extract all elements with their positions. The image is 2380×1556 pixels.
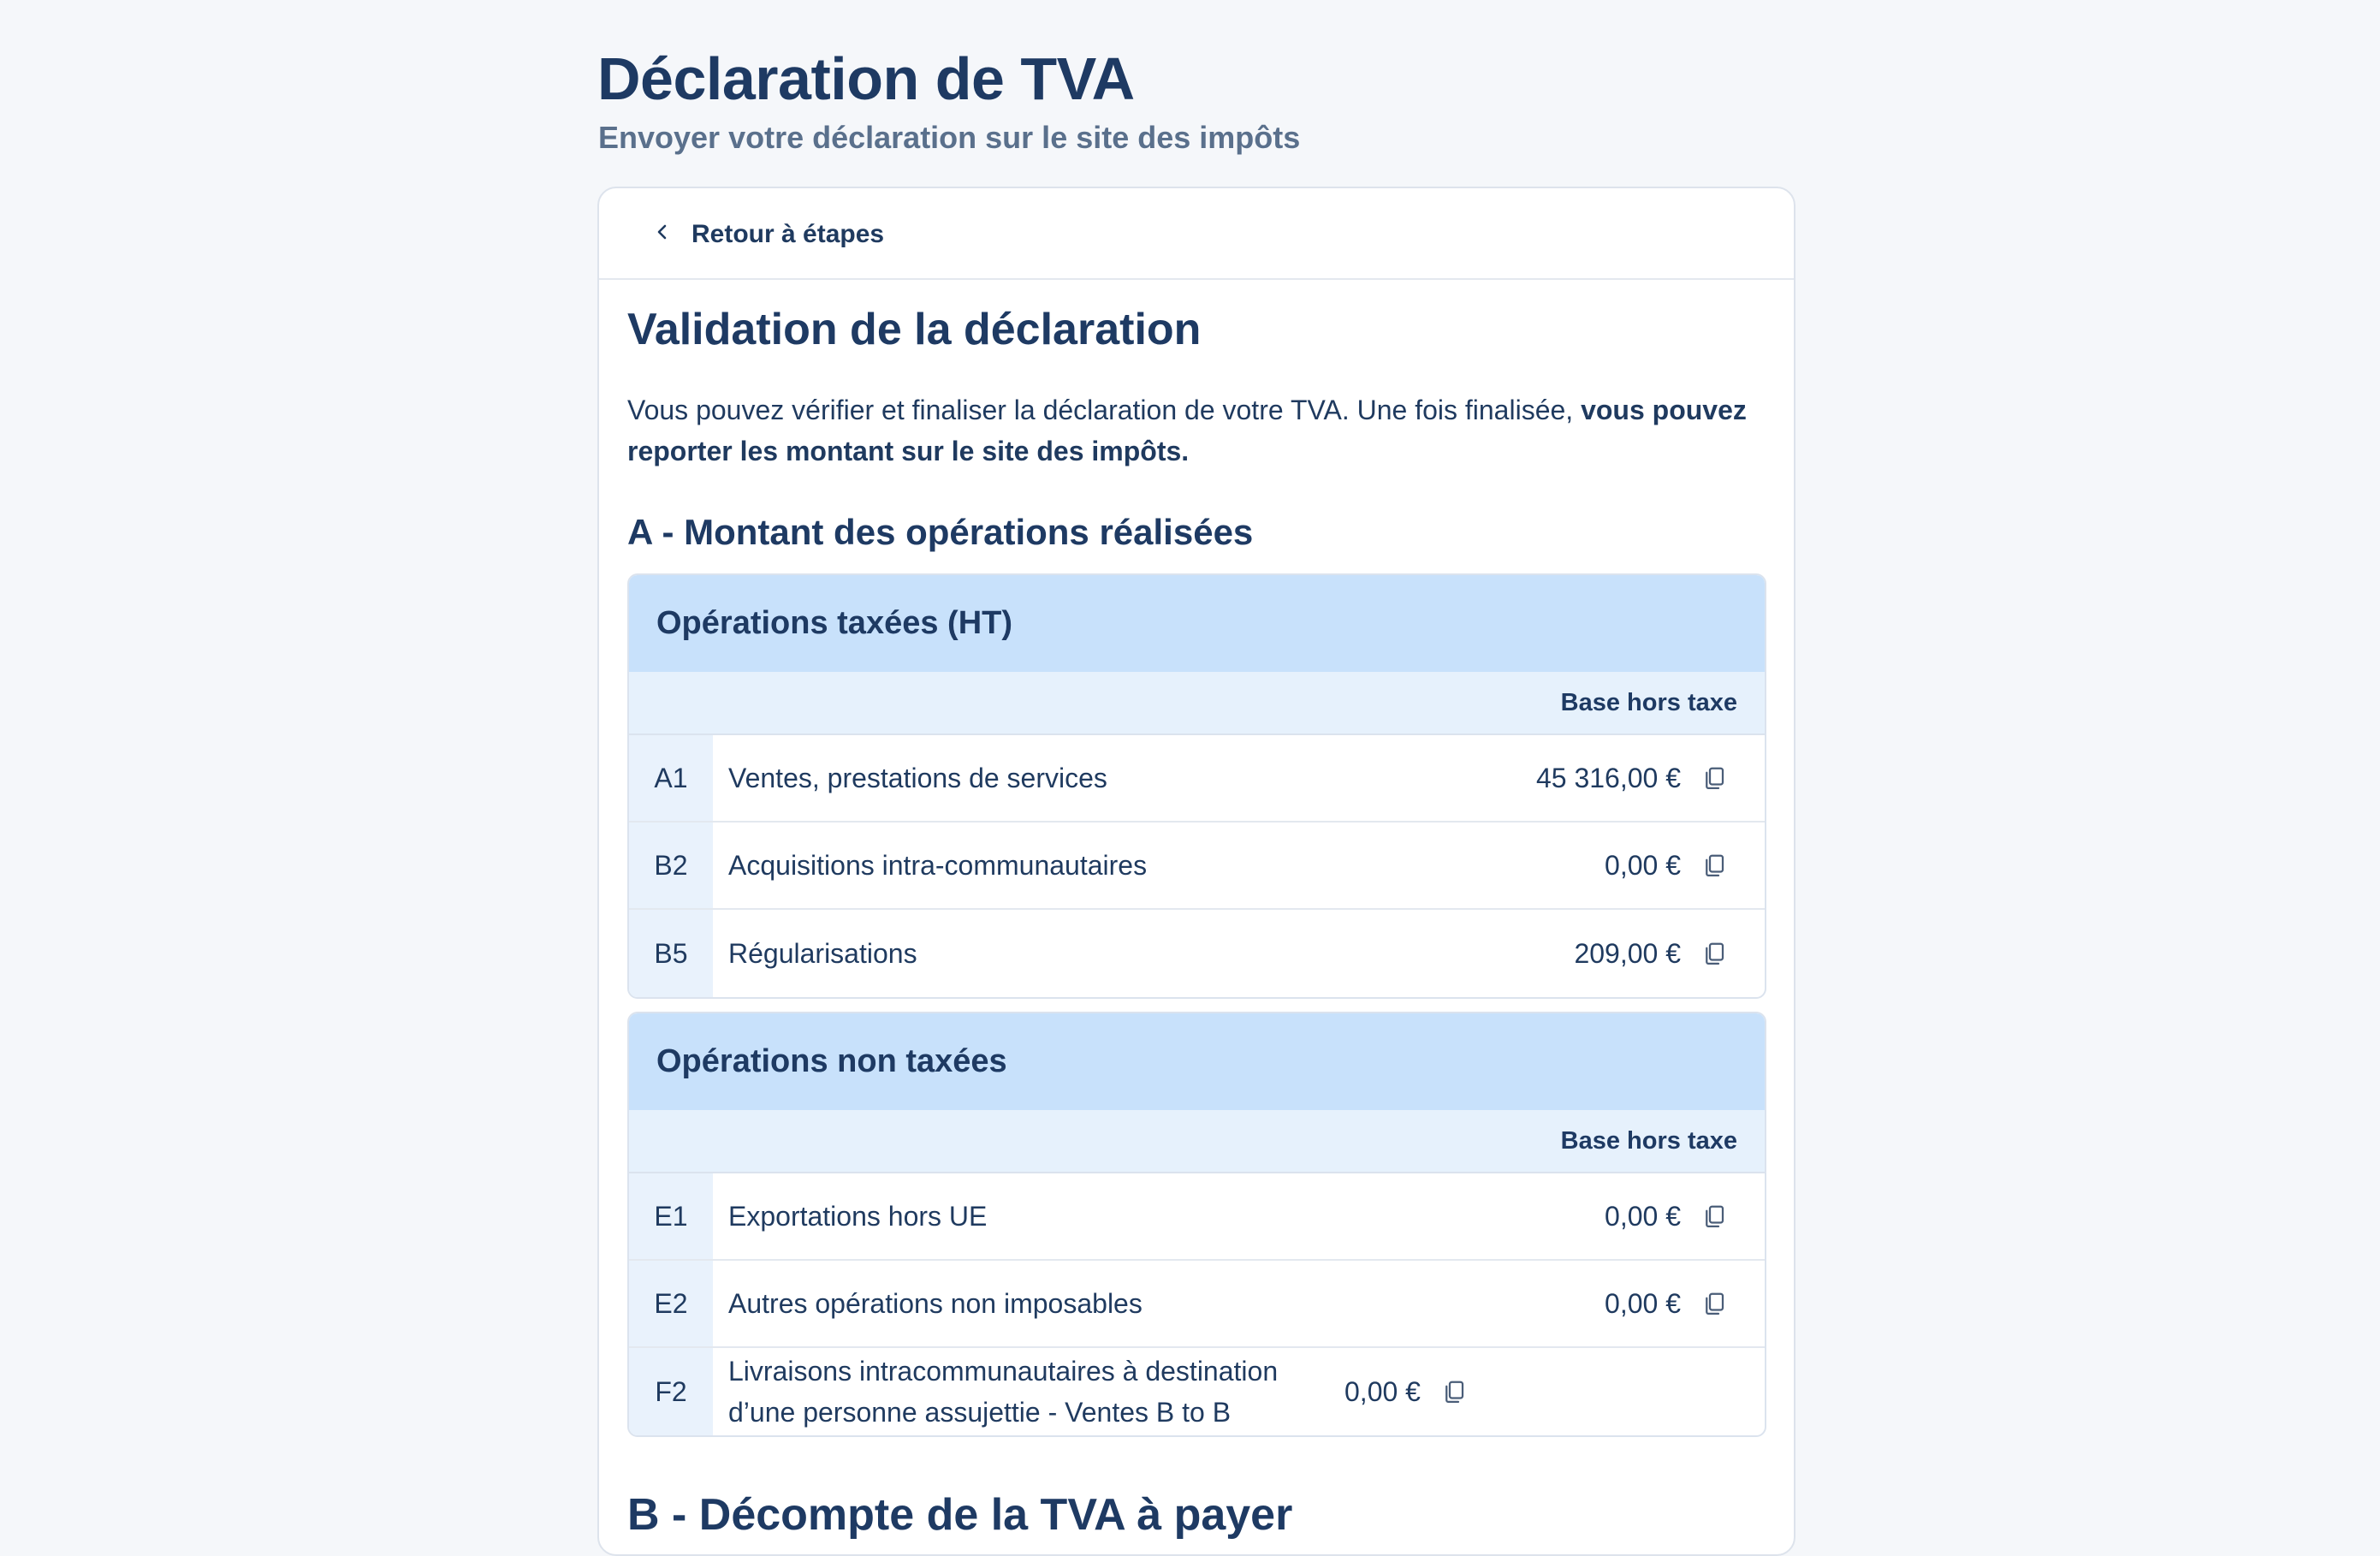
row-amount-cell bbox=[1536, 735, 1765, 821]
back-to-steps-link[interactable] bbox=[652, 217, 884, 252]
copy-icon[interactable] bbox=[1701, 941, 1727, 966]
intro-text-regular: Vous pouvez vérifier et finaliser la déclaration de votre TVA. Une fois finalisée, bbox=[627, 395, 1582, 425]
row-amount: 0,00 € bbox=[1605, 1200, 1681, 1232]
row-label: Acquisitions intra-communautaires bbox=[728, 850, 1148, 881]
row-amount: 209,00 € bbox=[1574, 937, 1681, 969]
row-code: F2 bbox=[629, 1348, 713, 1435]
row-amount-cell bbox=[1605, 1173, 1765, 1259]
row-amount: 45 316,00 € bbox=[1535, 762, 1681, 793]
row-amount-cell bbox=[1605, 1261, 1765, 1346]
row-label: Exportations hors UE bbox=[728, 1201, 988, 1232]
page-subtitle: Envoyer votre déclaration sur le site des impôts bbox=[598, 120, 1301, 155]
intro-text bbox=[627, 389, 1766, 472]
chevron-left-icon bbox=[652, 220, 673, 249]
row-code: B5 bbox=[629, 910, 713, 997]
page-title: Déclaration de TVA bbox=[597, 45, 1135, 112]
copy-icon[interactable] bbox=[1701, 1291, 1727, 1316]
copy-icon[interactable] bbox=[1701, 852, 1727, 878]
row-amount: 0,00 € bbox=[1344, 1375, 1421, 1407]
row-label: Autres opérations non imposables bbox=[728, 1288, 1143, 1319]
table-row bbox=[629, 735, 1765, 823]
row-code: E2 bbox=[629, 1261, 713, 1346]
copy-icon[interactable] bbox=[1441, 1379, 1467, 1405]
section-title: Validation de la déclaration bbox=[627, 305, 1202, 354]
copy-icon[interactable] bbox=[1701, 1203, 1727, 1229]
group-header: Opérations taxées (HT) bbox=[629, 575, 1765, 672]
section-b-title: B - Décompte de la TVA à payer bbox=[627, 1490, 1293, 1540]
row-label: Livraisons intracommunautaires à destination d’une personne assujettie - Ventes B to B bbox=[728, 1356, 1279, 1428]
column-header: Base hors taxe bbox=[629, 672, 1765, 735]
row-amount: 0,00 € bbox=[1605, 1287, 1681, 1319]
row-code: E1 bbox=[629, 1173, 713, 1259]
row-amount-cell bbox=[1574, 910, 1765, 997]
row-amount: 0,00 € bbox=[1605, 849, 1681, 881]
copy-icon[interactable] bbox=[1701, 765, 1727, 791]
row-label: Ventes, prestations de services bbox=[728, 763, 1107, 793]
section-a-title: A - Montant des opérations réalisées bbox=[627, 512, 1254, 552]
row-code: A1 bbox=[629, 735, 713, 821]
group-header: Opérations non taxées bbox=[629, 1013, 1765, 1110]
non-taxed-operations-group bbox=[627, 1012, 1766, 1437]
taxed-operations-group bbox=[627, 573, 1766, 999]
table-row bbox=[629, 1348, 1765, 1435]
table-row bbox=[629, 910, 1765, 997]
intro-text-bold: vous pouvez reporter les montant sur le site des impôts. bbox=[627, 395, 1747, 466]
table-row bbox=[629, 1261, 1765, 1348]
row-amount-cell bbox=[1344, 1348, 1505, 1435]
row-label: Régularisations bbox=[728, 938, 917, 969]
table-row bbox=[629, 1173, 1765, 1261]
column-header: Base hors taxe bbox=[629, 1110, 1765, 1173]
table-row bbox=[629, 823, 1765, 910]
back-link-label: Retour à étapes bbox=[691, 220, 885, 248]
back-bar bbox=[599, 188, 1794, 280]
row-amount-cell bbox=[1605, 823, 1765, 908]
row-code: B2 bbox=[629, 823, 713, 908]
